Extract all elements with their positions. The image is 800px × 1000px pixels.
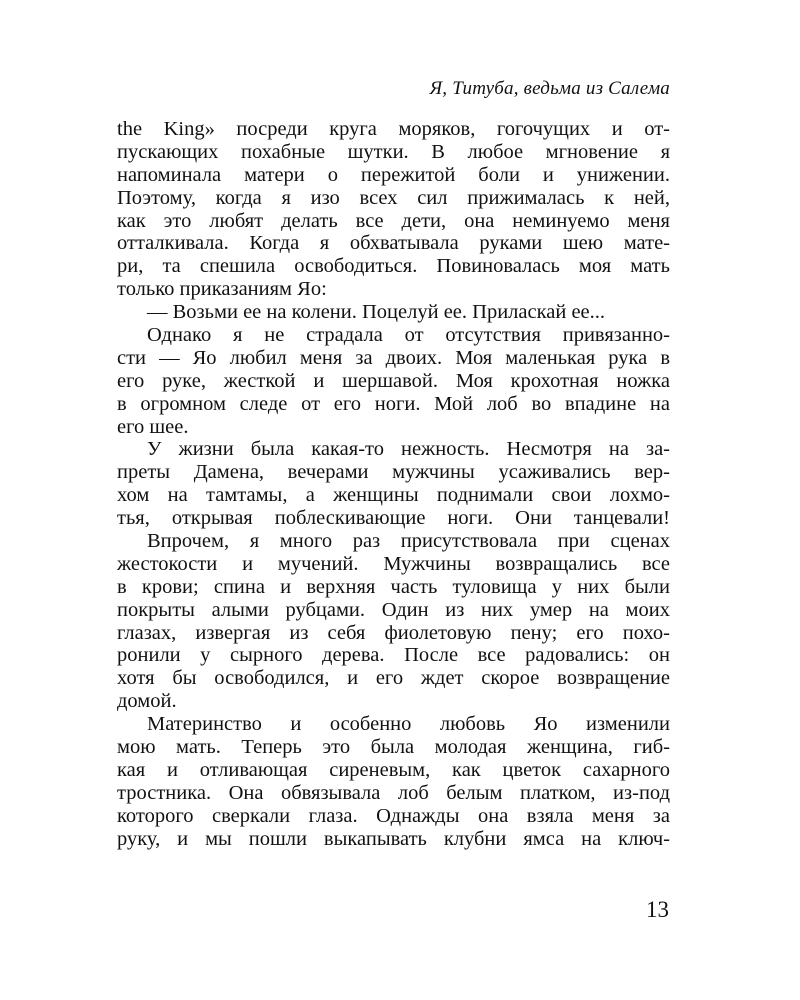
text-line: как это любят делать все дети, она неминуемо меня bbox=[117, 209, 670, 232]
text-line: тростника. Она обвязывала лоб белым платком, из-под bbox=[117, 781, 670, 804]
text-line: хом на тамтамы, а женщины поднимали свои лохмо- bbox=[117, 484, 670, 507]
text-line: его руке, жесткой и шершавой. Моя крохотная ножка bbox=[117, 369, 670, 392]
text-line: в огромном следе от его ноги. Мой лоб во впадине на bbox=[117, 392, 670, 415]
paragraph-start: Материнство и особенно любовь Яо изменили bbox=[147, 713, 670, 736]
text-line: домой. bbox=[117, 690, 177, 713]
text-line: ронили у сырного дерева. После все радовались: он bbox=[117, 644, 670, 667]
text-line: покрыты алыми рубцами. Один из них умер на моих bbox=[117, 598, 670, 621]
text-line: жестокости и мучений. Мужчины возвращались все bbox=[117, 552, 670, 575]
text-line: кая и отливающая сиреневым, как цветок сахарного bbox=[117, 758, 670, 781]
page-number: 13 bbox=[646, 897, 669, 922]
text-line: пускающих похабные шутки. В любое мгновение я bbox=[117, 140, 670, 163]
text-line: в крови; спина и верхняя часть туловища у них были bbox=[117, 575, 670, 598]
text-line: the King» посреди круга моряков, гогочущих и от- bbox=[117, 118, 670, 140]
text-line: только приказаниям Яо: bbox=[117, 278, 327, 301]
text-line: хотя бы освободился, и его ждет скорое возвращение bbox=[117, 667, 670, 690]
text-line: его шее. bbox=[117, 415, 189, 438]
paragraph-start: Впрочем, я много раз присутствовала при сценах bbox=[147, 530, 670, 553]
text-line: руку, и мы пошли выкапывать клубни ямса на ключ- bbox=[117, 827, 670, 850]
text-line: сти — Яо любил меня за двоих. Моя маленькая рука в bbox=[117, 346, 670, 369]
dialogue-line: — Возьми ее на колени. Поцелуй ее. Приласкай ее... bbox=[147, 301, 606, 324]
text-line: напоминала матери о пережитой боли и унижении. bbox=[117, 163, 670, 186]
body-text bbox=[117, 118, 670, 851]
text-line: тья, открывая поблескивающие ноги. Они танцевали! bbox=[117, 507, 670, 530]
text-line: которого сверкали глаза. Однажды она взяла меня за bbox=[117, 804, 670, 827]
paragraph-start: У жизни была какая-то нежность. Несмотря на за- bbox=[147, 438, 670, 461]
text-line: ри, та спешила освободиться. Повиновалась моя мать bbox=[117, 255, 670, 278]
text-line: глазах, извергая из себя фиолетовую пену; его похо- bbox=[117, 621, 670, 644]
text-line: Поэтому, когда я изо всех сил прижималась к ней, bbox=[117, 186, 670, 209]
paragraph-start: Однако я не страдала от отсутствия привязанно- bbox=[147, 324, 670, 347]
text-line: преты Дамена, вечерами мужчины усаживались вер- bbox=[117, 461, 670, 484]
text-line: отталкивала. Когда я обхватывала руками шею мате- bbox=[117, 232, 670, 255]
text-line: мою мать. Теперь это была молодая женщина, гиб- bbox=[117, 736, 670, 759]
running-header: Я, Титуба, ведьма из Салема bbox=[429, 78, 670, 99]
